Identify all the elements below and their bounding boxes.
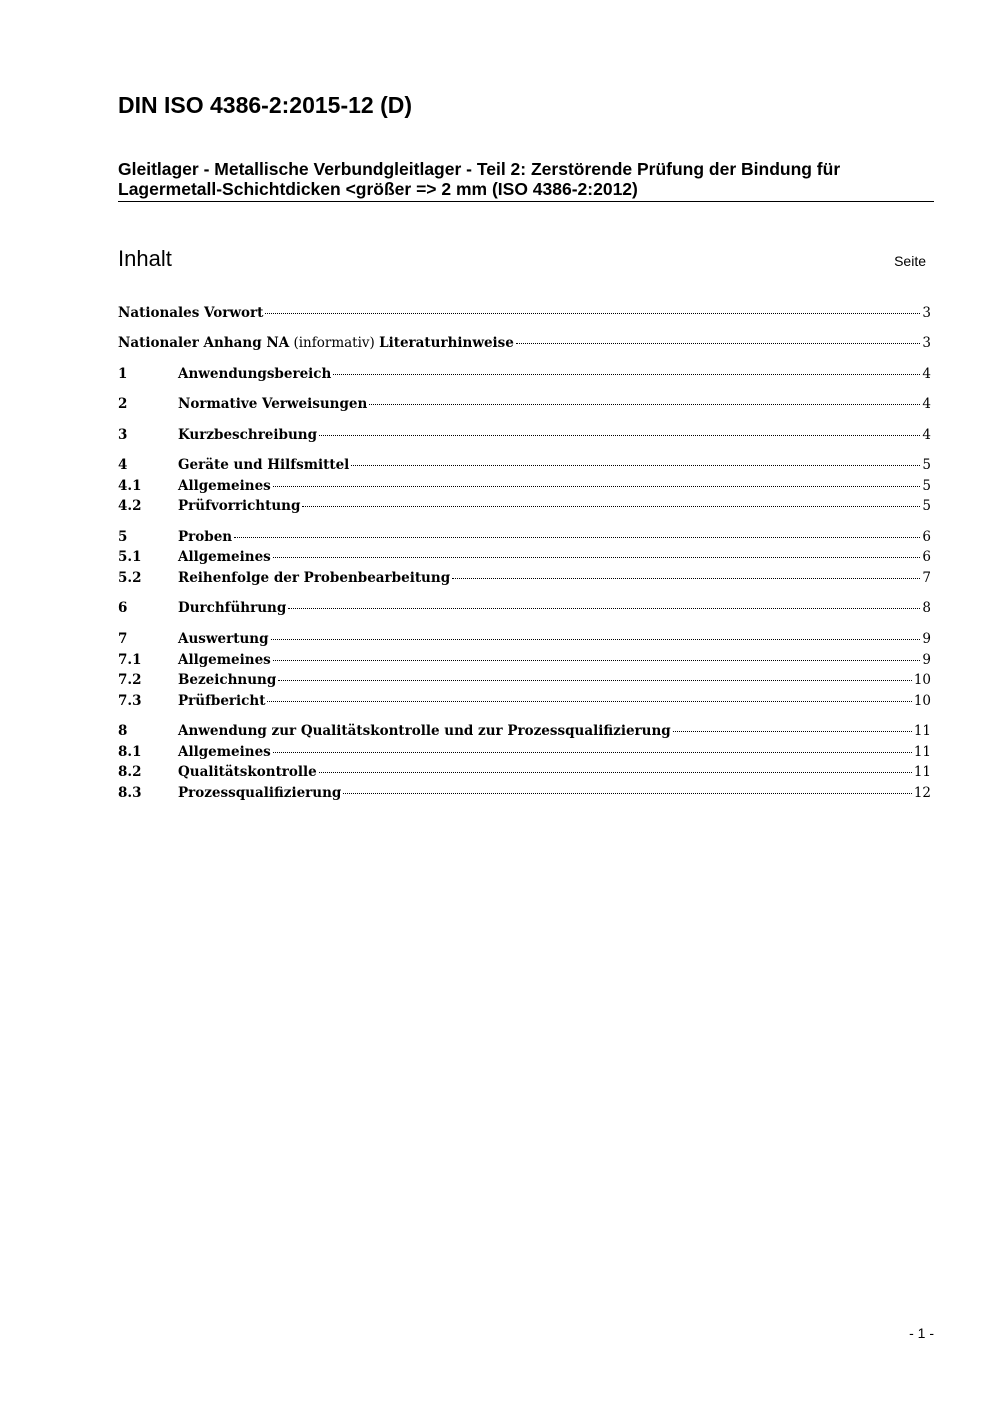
toc-leader-dots [273,556,921,558]
toc-entry-7-3[interactable] [118,691,931,711]
toc-entry-title: Geräte und Hilfsmittel [178,457,350,473]
toc-entry-number: 7.3 [118,693,142,709]
toc-leader-dots [333,373,920,375]
toc-entry-5-1[interactable] [118,547,931,567]
toc-entry-title: Prüfvorrichtung [178,498,301,514]
toc-entry-page: 5 [922,478,931,494]
toc-entry-number: 8 [118,723,128,739]
toc-entry-number: 4.2 [118,498,142,514]
toc-entry-title: Anwendungsbereich [178,366,332,382]
toc-entry-page: 6 [922,529,931,545]
toc-entry-page: 9 [922,652,931,668]
toc-entry-number: 2 [118,396,128,412]
toc-entry-nationales-vorwort[interactable] [118,303,931,323]
toc-entry-8-2[interactable] [118,762,931,782]
toc-entry-number: 6 [118,600,128,616]
toc-leader-dots [319,771,912,773]
toc-entry-page: 11 [913,723,931,739]
toc-entry-page: 4 [922,396,931,412]
toc-entry-number: 5.1 [118,549,142,565]
toc-entry-title: Kurzbeschreibung [178,427,318,443]
toc-leader-dots [265,312,920,314]
toc-entry-title: Allgemeines [178,652,271,668]
toc-entry-number: 8.1 [118,744,142,760]
toc-leader-dots [273,659,921,661]
toc-leader-dots [319,434,920,436]
toc-entry-page: 10 [913,672,931,688]
toc-entry-number: 7 [118,631,128,647]
toc-entry-7-1[interactable] [118,650,931,670]
toc-entry-page: 3 [922,335,931,351]
toc-leader-dots [351,464,920,466]
toc-entry-3[interactable] [118,425,931,445]
toc-entry-title-part: Literaturhinweise [379,335,514,351]
toc-entry-page: 4 [922,427,931,443]
toc-entry-4[interactable] [118,455,931,475]
toc-entry-page: 7 [922,570,931,586]
toc-entry-number: 3 [118,427,128,443]
toc-entry-page: 10 [913,693,931,709]
toc-entry-page: 9 [922,631,931,647]
toc-entry-6[interactable] [118,598,931,618]
toc-entry-7[interactable] [118,629,931,649]
toc-entry-title: Anwendung zur Qualitätskontrolle und zur Prozessqualifizierung [178,723,671,739]
toc-leader-dots [273,751,912,753]
toc-leader-dots [288,607,920,609]
toc-entry-8-3[interactable] [118,783,931,803]
toc-entry-number: 7.1 [118,652,142,668]
toc-entry-page: 5 [922,457,931,473]
toc-entry-number: 7.2 [118,672,142,688]
toc-entry-title-part: (informativ) [289,335,380,351]
document-title: Gleitlager - Metallische Verbundgleitlager - Teil 2: Zerstörende Prüfung der Bindung für Lagermetall-Schichtdicken <größer => 2 mm (ISO 4386-2:2012) [118,159,934,202]
toc-leader-dots [234,536,920,538]
toc-leader-dots [267,700,911,702]
toc-entry-number: 8.3 [118,785,142,801]
toc-entry-8[interactable] [118,721,931,741]
toc-leader-dots [369,403,920,405]
toc-entry-1[interactable] [118,364,931,384]
toc-leader-dots [343,792,911,794]
toc-entry-title: Prüfbericht [178,693,266,709]
toc-entry-title: Allgemeines [178,478,271,494]
toc-entry-7-2[interactable] [118,670,931,690]
toc-leader-dots [273,485,921,487]
toc-heading: Inhalt [118,246,172,271]
toc-entry-page: 6 [922,549,931,565]
toc-entry-title: Nationales Vorwort [118,305,264,321]
toc-entry-2[interactable] [118,394,931,414]
toc-leader-dots [452,577,920,579]
toc-entry-number: 8.2 [118,764,142,780]
toc-entry-title: Normative Verweisungen [178,396,368,412]
toc-leader-dots [278,679,912,681]
toc-entry-8-1[interactable] [118,742,931,762]
toc-entry-nationaler-anhang[interactable] [118,333,931,353]
toc-entry-page: 5 [922,498,931,514]
toc-entry-5-2[interactable] [118,568,931,588]
toc-entry-page: 3 [922,305,931,321]
page-number: - 1 - [909,1325,934,1341]
toc-entry-page: 11 [913,744,931,760]
toc-entry-number: 5.2 [118,570,142,586]
toc-entry-title: Allgemeines [178,744,271,760]
toc-entry-page: 12 [913,785,931,801]
toc-leader-dots [673,730,912,732]
document-id: DIN ISO 4386-2:2015-12 (D) [118,92,413,118]
toc-page-label: Seite [894,253,926,269]
toc-entry-title: Auswertung [178,631,269,647]
toc-entry-page: 11 [913,764,931,780]
toc-entry-title: Bezeichnung [178,672,277,688]
toc-entry-number: 4 [118,457,128,473]
toc-entry-title-part: Nationaler Anhang NA [118,335,290,351]
toc-entry-number: 1 [118,366,128,382]
toc-entry-title: Prozessqualifizierung [178,785,342,801]
toc-entry-title: Qualitätskontrolle [178,764,317,780]
toc-entry-title: Allgemeines [178,549,271,565]
toc-entry-page: 4 [922,366,931,382]
toc-entry-number: 4.1 [118,478,142,494]
toc-leader-dots [516,342,921,344]
toc-entry-page: 8 [922,600,931,616]
toc-entry-title: Reihenfolge der Probenbearbeitung [178,570,451,586]
toc-entry-title [118,333,514,353]
toc-leader-dots [271,638,921,640]
toc-entry-title: Durchführung [178,600,287,616]
toc-entry-title: Proben [178,529,233,545]
toc-entry-5[interactable] [118,527,931,547]
toc-entry-number: 5 [118,529,128,545]
toc-entry-4-1[interactable] [118,476,931,496]
toc-leader-dots [302,505,920,507]
toc-entry-4-2[interactable] [118,496,931,516]
